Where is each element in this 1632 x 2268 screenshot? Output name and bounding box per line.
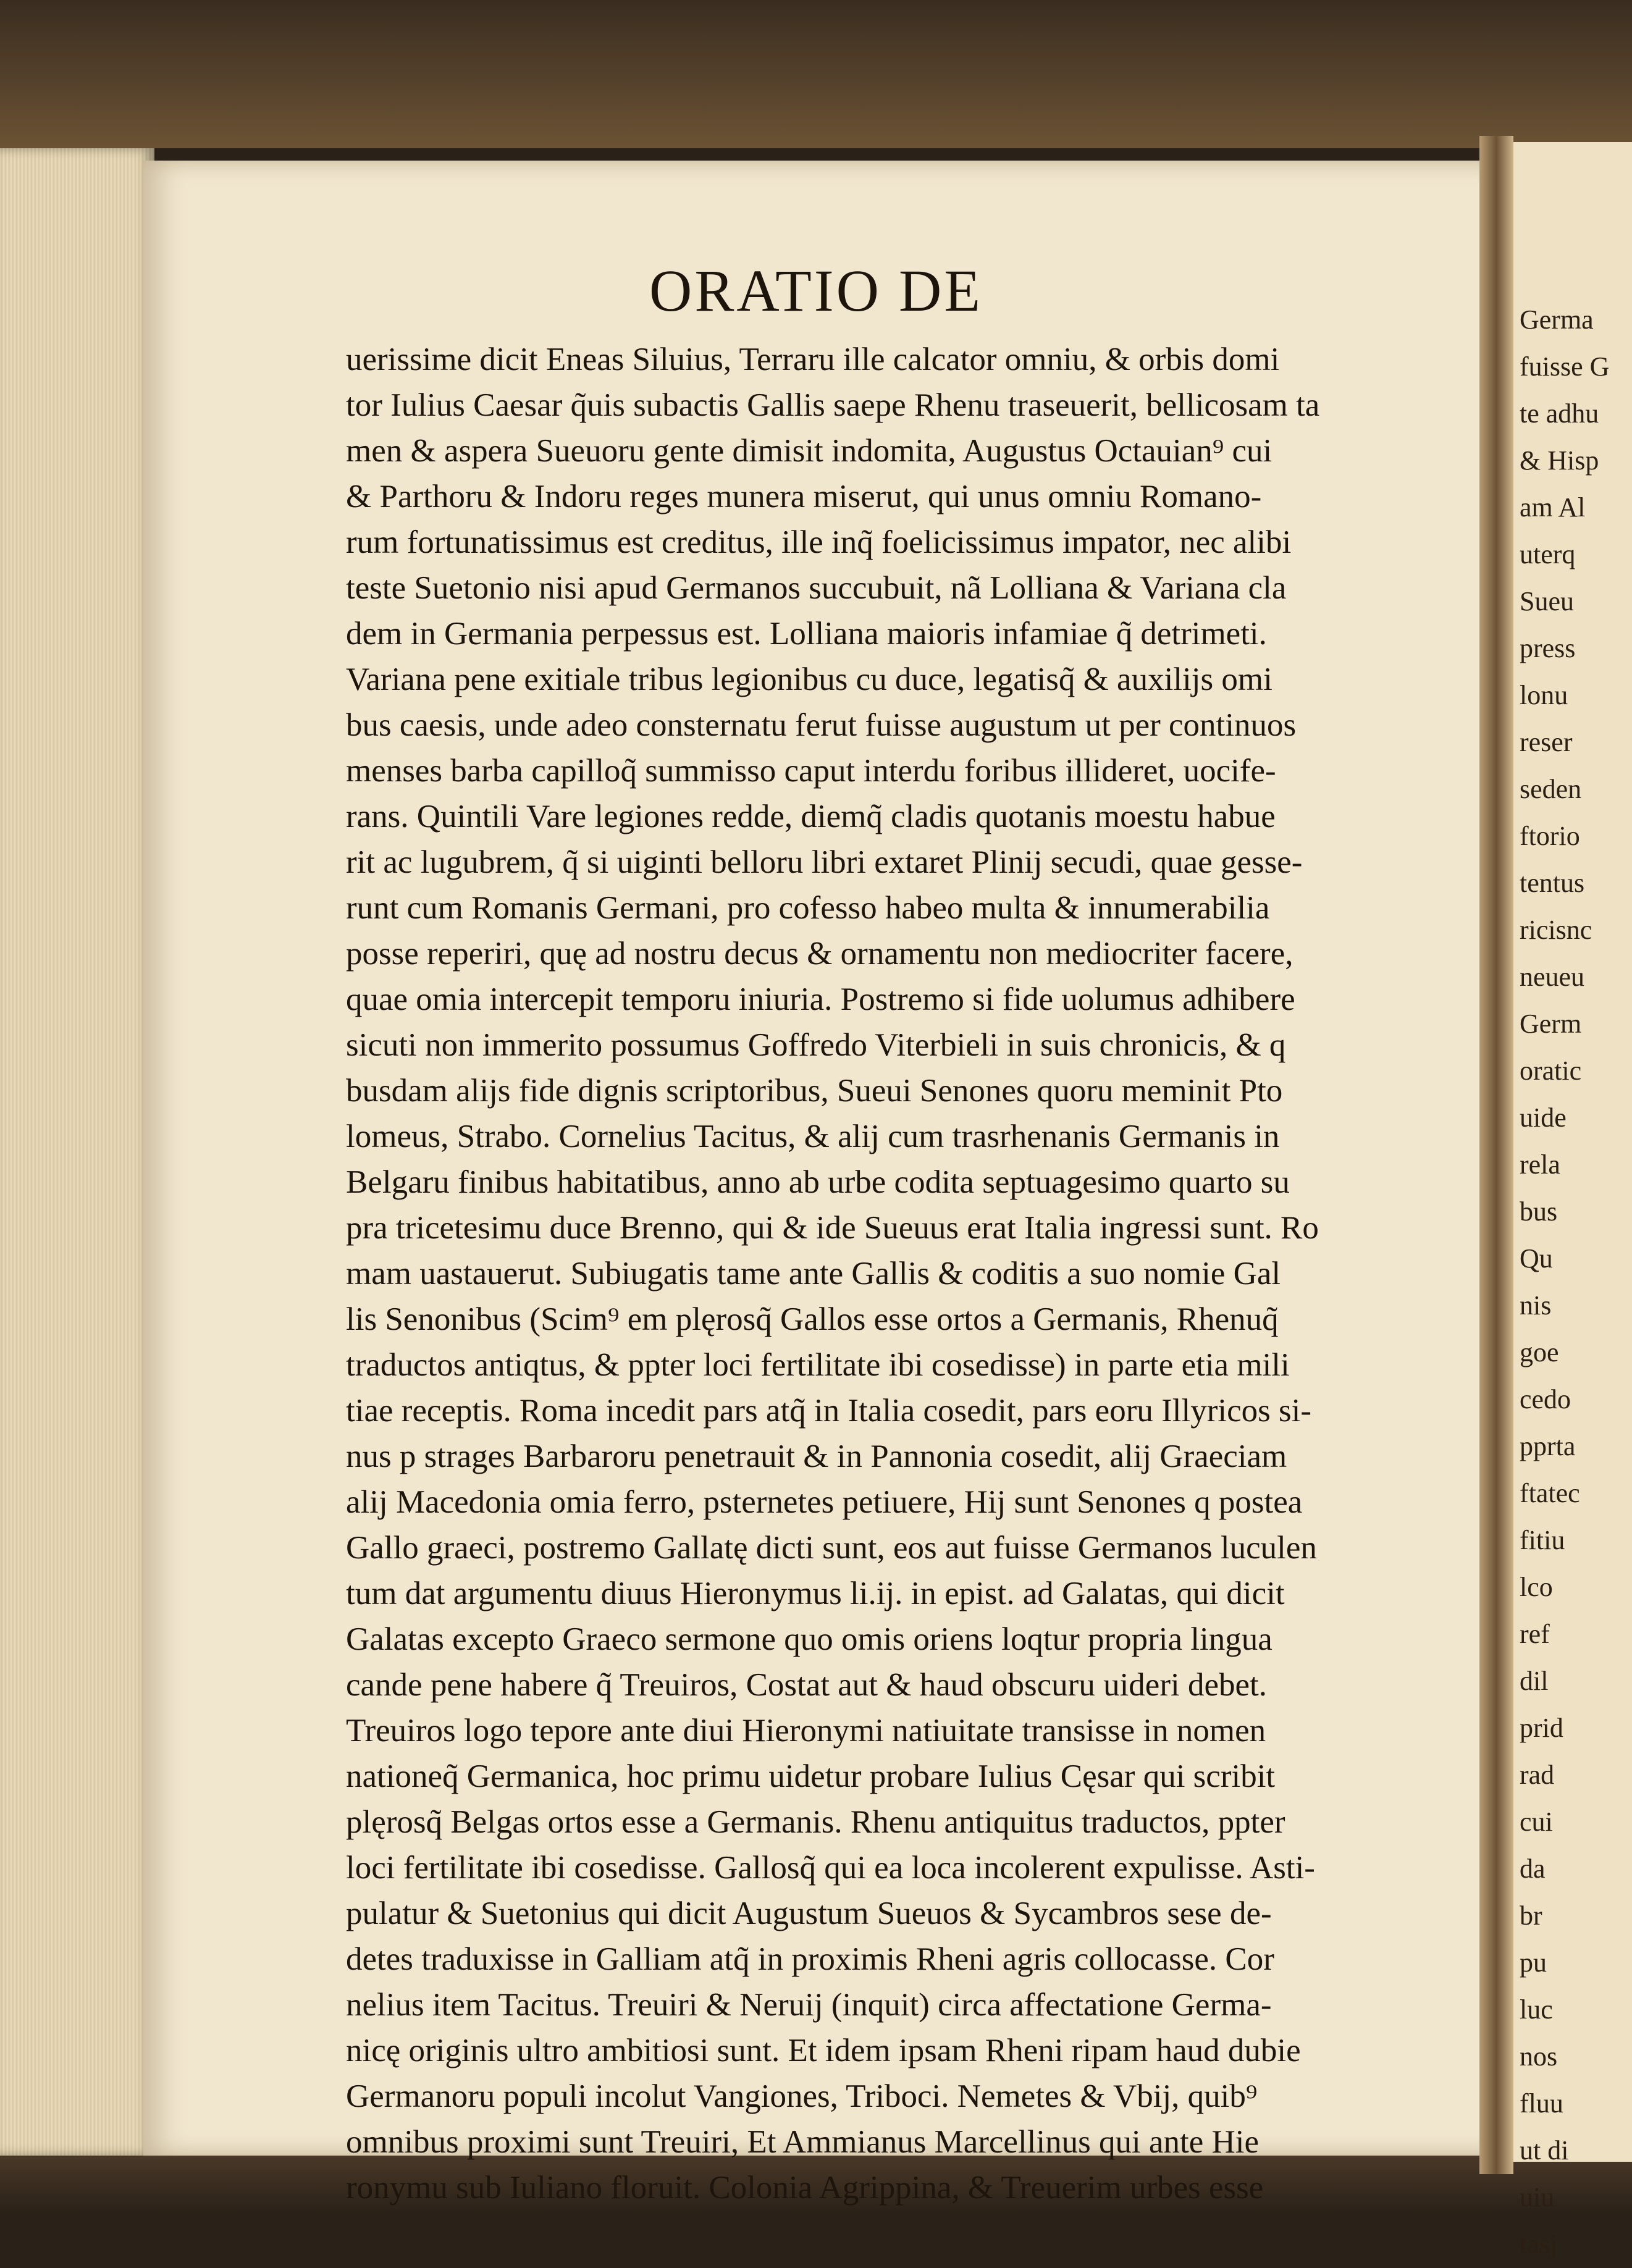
text-line: busdam alijs fide dignis scriptoribus, Sueui Senones quoru meminit Pto — [346, 1073, 1283, 1109]
facing-page-fragment: fitiu — [1520, 1525, 1565, 1555]
text-line: nicę originis ultro ambitiosi sunt. Et idem ipsam Rheni ripam haud dubie — [346, 2033, 1301, 2068]
facing-page-fragment: pu — [1520, 1947, 1547, 1978]
facing-page-fragment: prid — [1520, 1713, 1563, 1743]
facing-page-fragment: cui — [1520, 1807, 1553, 1837]
text-line: tum dat argumentu diuus Hieronymus li.ij. in epist. ad Galatas, qui dicit — [346, 1576, 1285, 1611]
text-line: posse reperiri, quę ad nostru decus & ornamentu non mediocriter facere, — [346, 936, 1293, 972]
facing-page-fragment: fuisse G — [1520, 351, 1610, 382]
text-line: quae omia intercepit temporu iniuria. Postremo si fide uolumus adhibere — [346, 981, 1295, 1017]
text-line: runt cum Romanis Germani, pro cofesso habeo multa & innumerabilia — [346, 890, 1270, 926]
facing-page-fragment: ref — [1520, 1619, 1550, 1649]
text-line: plęrosq̃ Belgas ortos esse a Germanis. Rhenu antiquitus traductos, ppter — [346, 1804, 1285, 1840]
facing-page-fragment: ftorio — [1520, 821, 1580, 851]
text-line: Variana pene exitiale tribus legionibus cu duce, legatisq̃ & auxilijs omi — [346, 662, 1272, 697]
facing-page-fragment: am Al — [1520, 492, 1586, 523]
facing-page-text — [1520, 296, 1609, 2268]
facing-page-fragment: luc — [1520, 1994, 1553, 2025]
facing-page-fragment: rad — [1520, 1760, 1555, 1790]
facing-page-fragment: bus — [1520, 1196, 1558, 1227]
text-line: teste Suetonio nisi apud Germanos succubuit, nã Lolliana & Variana cla — [346, 570, 1287, 606]
text-line: detes traduxisse in Galliam atq̃ in proximis Rheni agris collocasse. Cor — [346, 1941, 1274, 1977]
text-line: pulatur & Suetonius qui dicit Augustum Sueuos & Sycambros sese de- — [346, 1896, 1272, 1931]
book-page-edges — [0, 148, 154, 2156]
text-line: rit ac lugubrem, q̃ si uiginti belloru libri extaret Plinij secudi, quae gesse- — [346, 844, 1303, 880]
facing-page-fragment: reser — [1520, 727, 1573, 757]
facing-page-fragment: press — [1520, 633, 1576, 663]
facing-page-fragment: tasj — [1520, 2229, 1558, 2259]
facing-page-fragment: neueu — [1520, 962, 1585, 992]
text-line: tor Iulius Caesar q̃uis subactis Gallis saepe Rhenu traseuerit, bellicosam ta — [346, 387, 1320, 423]
facing-page-fragment: ftatec — [1520, 1478, 1580, 1508]
facing-page-fragment: lonu — [1520, 680, 1568, 710]
book-gutter — [1479, 136, 1513, 2174]
text-line: men & aspera Sueuoru gente dimisit indomita, Augustus Octauian⁹ cui — [346, 433, 1272, 469]
text-line: Gallo graeci, postremo Gallatę dicti sunt, eos aut fuisse Germanos luculen — [346, 1530, 1317, 1566]
facing-page-fragment: uide — [1520, 1102, 1567, 1133]
text-line: omnibus proximi sunt Treuiri, Et Ammianus Marcellinus qui ante Hie — [346, 2124, 1260, 2160]
text-line: pra tricetesimu duce Brenno, qui & ide Sueuus erat Italia ingressi sunt. Ro — [346, 1210, 1319, 1246]
text-line: lis Senonibus (Scim⁹ em plęrosq̃ Gallos esse ortos a Germanis, Rhenuq̃ — [346, 1301, 1279, 1337]
facing-page-fragment: lco — [1520, 1572, 1553, 1602]
facing-page-fragment: te adhu — [1520, 398, 1599, 429]
facing-page-fragment: rela — [1520, 1149, 1560, 1180]
facing-page-fragment: goe — [1520, 1337, 1559, 1367]
facing-page-fragment: Qu — [1520, 1243, 1553, 1274]
text-line: rum fortunatissimus est creditus, ille inq̃ foelicissimus impator, nec alibi — [346, 524, 1292, 560]
text-line: menses barba capilloq̃ summisso caput interdu foribus illideret, uocife- — [346, 753, 1276, 789]
facing-page-fragment: uiu — [1520, 2182, 1555, 2212]
text-line: sicuti non immerito possumus Goffredo Viterbieli in suis chronicis, & q — [346, 1027, 1286, 1063]
text-line: lomeus, Strabo. Cornelius Tacitus, & alij cum trasrhenanis Germanis in — [346, 1119, 1280, 1154]
text-line: dem in Germania perpessus est. Lolliana maioris infamiae q̃ detrimeti. — [346, 616, 1267, 652]
facing-page-fragment: Sueu — [1520, 586, 1574, 616]
facing-page-fragment: seden — [1520, 774, 1582, 804]
facing-page-fragment: Germ — [1520, 1009, 1582, 1039]
facing-page-fragment: Germa — [1520, 304, 1594, 335]
text-line: uerissime dicit Eneas Siluius, Terraru ille calcator omniu, & orbis domi — [346, 342, 1280, 377]
facing-page-fragment: fluu — [1520, 2088, 1563, 2119]
text-block — [346, 337, 1396, 2211]
facing-page-fragment: ricisnc — [1520, 915, 1592, 945]
text-line: alij Macedonia omia ferro, psternetes petiuere, Hij sunt Senones q postea — [346, 1484, 1303, 1520]
text-line: Germanoru populi incolut Vangiones, Triboci. Nemetes & Vbij, quib⁹ — [346, 2078, 1258, 2114]
text-line: Treuiros logo tepore ante diui Hieronymi natiuitate transisse in nomen — [346, 1713, 1266, 1749]
facing-page-fragment: nis — [1520, 1290, 1552, 1321]
facing-page-fragment: tentus — [1520, 868, 1585, 898]
facing-page-fragment: ut di — [1520, 2135, 1569, 2165]
text-line: Belgaru finibus habitatibus, anno ab urbe codita septuagesimo quarto su — [346, 1164, 1290, 1200]
facing-page-fragment: uterq — [1520, 539, 1576, 569]
facing-page — [1513, 142, 1632, 2259]
facing-page-fragment: nos — [1520, 2041, 1558, 2072]
text-line: nelius item Tacitus. Treuiri & Neruij (inquit) circa affectatione Germa- — [346, 1987, 1272, 2023]
background-top — [0, 0, 1632, 148]
facing-page-fragment: pprta — [1520, 1431, 1576, 1461]
facing-page-fragment: & Hisp — [1520, 445, 1599, 476]
facing-page-fragment: oratic — [1520, 1056, 1582, 1086]
text-line: Galatas excepto Graeco sermone quo omis oriens loqtur propria lingua — [346, 1621, 1272, 1657]
text-line: cande pene habere q̃ Treuiros, Costat aut & haud obscuru uideri debet. — [346, 1667, 1267, 1703]
text-line: loci fertilitate ibi cosedisse. Gallosq̃ qui ea loca incolerent expulisse. Asti- — [346, 1850, 1315, 1886]
text-line: bus caesis, unde adeo consternatu ferut fuisse augustum ut per continuos — [346, 707, 1297, 743]
text-line: ronymu sub Iuliano floruit. Colonia Agrippina, & Treuerim urbes esse — [346, 2170, 1264, 2206]
text-line: mam uastauerut. Subiugatis tame ante Gallis & coditis a suo nomie Gal — [346, 1256, 1281, 1292]
text-line: & Parthoru & Indoru reges munera miserut, qui unus omniu Romano- — [346, 479, 1262, 514]
text-line: nus p strages Barbaroru penetrauit & in Pannonia cosedit, alij Graeciam — [346, 1438, 1287, 1474]
page-title: ORATIO DE — [649, 258, 983, 324]
facing-page-fragment: dil — [1520, 1666, 1549, 1696]
text-line: tiae receptis. Roma incedit pars atq̃ in Italia cosedit, pars eoru Illyricos si- — [346, 1393, 1311, 1429]
facing-page-fragment: cedo — [1520, 1384, 1571, 1414]
text-line: traductos antiqtus, & ppter loci fertilitate ibi cosedisse) in parte etia mili — [346, 1347, 1290, 1383]
facing-page-fragment: br — [1520, 1900, 1542, 1931]
facing-page-fragment: da — [1520, 1854, 1546, 1884]
text-line: rans. Quintili Vare legiones redde, diemq̃ cladis quotanis moestu habue — [346, 799, 1276, 834]
text-line: nationeq̃ Germanica, hoc primu uidetur probare Iulius Cęsar qui scribit — [346, 1758, 1276, 1794]
